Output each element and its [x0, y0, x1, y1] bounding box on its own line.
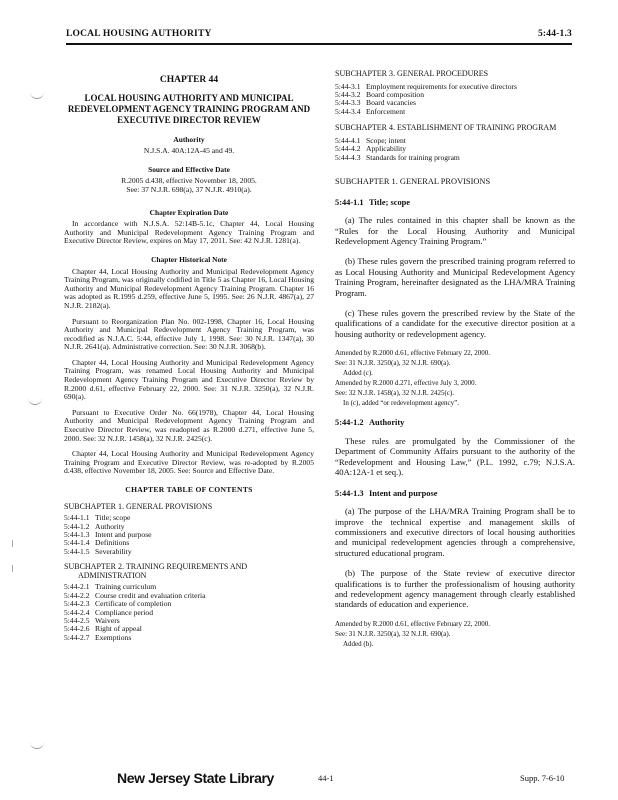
toc-item: 5:44-2.4 Compliance period [64, 607, 153, 617]
left-column [64, 70, 314, 642]
toc-item: 5:44-1.3 Intent and purpose [64, 530, 152, 539]
authority-heading: Authority [173, 134, 205, 144]
chapter-number: CHAPTER 44 [159, 75, 219, 85]
expiration-heading: Chapter Expiration Date [149, 207, 229, 217]
expiration-text: In accordance with N.J.S.A. 52:14B-5.1c, Chapter 44, Local Housing Authority and Municipal Redevelopment Agency Training Program and Executive Director Review, expires on May 17, 2011. See: 42 N.J.R. 1281(a). [64, 219, 314, 246]
toc-item: 5:44-2.5 Waivers [64, 616, 120, 626]
toc-item: 5:44-1.1 Title; scope [64, 513, 131, 523]
toc-item: 5:44-2.6 Right of appeal [64, 624, 142, 634]
toc-item: 5:44-2.1 Training curriculum [64, 582, 157, 592]
subchapter-1-heading: SUBCHAPTER 1. GENERAL PROVISIONS [335, 177, 491, 187]
margin-tick [12, 540, 13, 547]
toc-item: 5:44-3.3 Board vacancies [335, 98, 416, 108]
historical-note-paragraph: Chapter 44, Local Housing Authority and Municipal Redevelopment Agency Training Program, was originally codified in Title 5 as Chapter 16, Local Housing Authority and Municipal Redevelopment Agency Training Program. Chapter 16 was adopted as R.1995 d.259, effective June 5, 1995. See: 26 N.J.R. 4867(a), 27 N.J.R. 2182(a). [64, 266, 314, 310]
section-heading-1-3: 5:44-1.3 Intent and purpose [335, 488, 438, 498]
source-heading: Source and Effective Date [148, 164, 230, 174]
toc-item: 5:44-2.2 Course credit and evaluation criteria [64, 590, 206, 600]
margin-mark [28, 394, 42, 405]
toc-item: 5:44-2.3 Certificate of completion [64, 599, 172, 609]
authority-text: N.J.S.A. 40A:12A-45 and 49. [143, 146, 235, 156]
header-section-number: 5:44-1.3 [537, 29, 572, 39]
toc-subchapter-4: SUBCHAPTER 4. ESTABLISHMENT OF TRAINING PROGRAM [335, 123, 557, 133]
toc-item: 5:44-1.5 Severability [64, 546, 132, 556]
chapter-title: LOCAL HOUSING AUTHORITY AND MUNICIPAL REDEVELOPMENT AGENCY TRAINING PROGRAM AND EXECUTIVE DIRECTOR REVIEW [67, 92, 311, 125]
toc-subchapter-1: SUBCHAPTER 1. GENERAL PROVISIONS [64, 501, 213, 511]
toc-item: 5:44-3.2 Board composition [335, 90, 425, 99]
toc-item: 5:44-4.1 Scope; intent [335, 135, 406, 145]
section-paragraph: (a) The purpose of the LHA/MRA Training Program shall be to improve the technical expertise and management skills of commissioners and executive directors of local housing authorities and municipal redevelopment agencies through a comprehensive, structured educational program. [335, 506, 575, 558]
historical-note-paragraph: Pursuant to Executive Order No. 66(1978), Chapter 44, Local Housing Authority and Municipal Redevelopment Agency Training Program and Executive Director Review, was readopted as R.2000 d.271, effective June 5, 2000. See: 32 N.J.R. 1458(a), 32 N.J.R. 2425(c). [64, 407, 314, 443]
toc-list-sc3 [335, 83, 575, 117]
toc-list-sc2 [64, 583, 314, 642]
toc-item: 5:44-4.3 Standards for training program [335, 152, 460, 162]
section-heading-1-1: 5:44-1.1 Title; scope [335, 197, 411, 207]
historical-note-paragraph: Chapter 44, Local Housing Authority and Municipal Redevelopment Agency Training Program, was renamed Local Housing Authority and Municipal Redevelopment Agency Training Program and Executive Director Review by R.2000 d.61, effective February 22, 2000. See: 31 N.J.R. 3250(a), 32 N.J.R. 690(a). [64, 357, 314, 402]
historical-note-heading: Chapter Historical Note [151, 254, 227, 264]
source-text-1: R.2005 d.438, effective November 18, 2005. [121, 176, 257, 186]
amendment-note: Amended by R.2000 d.61, effective February 22, 2000. See: 31 N.J.R. 3250(a), 32 N.J.R. 690(a). Added (c). Amended by R.2000 d.271, effective July 3, 2000. See: 32 N.J.R. 1458(a), 32 N.J.R. 2425(c). In (c), added “or redevelopment agency”. [335, 349, 491, 408]
section-paragraph: (c) These rules govern the prescribed review by the State of the qualifications of a candidate for the executive director position at a housing authority or redevelopment agency. [335, 308, 575, 339]
margin-mark [30, 738, 44, 749]
toc-heading: CHAPTER TABLE OF CONTENTS [125, 485, 253, 494]
section-heading-1-2: 5:44-1.2 Authority [335, 418, 405, 428]
toc-item: 5:44-1.4 Definitions [64, 538, 130, 548]
toc-item: 5:44-2.7 Exemptions [64, 632, 132, 642]
source-text-2: See: 37 N.J.R. 698(a), 37 N.J.R. 4910(a). [126, 184, 252, 194]
page-number: 44-1 [318, 773, 334, 783]
toc-item: 5:44-3.4 Enforcement [335, 106, 406, 116]
running-header [66, 27, 572, 45]
header-title: LOCAL HOUSING AUTHORITY [66, 29, 212, 39]
toc-list-sc1 [64, 514, 314, 556]
margin-mark [30, 88, 44, 99]
section-paragraph: (a) The rules contained in this chapter shall be known as the “Rules for the Local Housing Authority and Municipal Redevelopment Agency Training Program.” [335, 215, 575, 247]
library-stamp: New Jersey State Library [117, 770, 274, 786]
toc-item: 5:44-4.2 Applicability [335, 144, 407, 154]
toc-item: 5:44-3.1 Employment requirements for executive directors [335, 81, 517, 91]
historical-note-paragraph: Pursuant to Reorganization Plan No. 002-1998, Chapter 16, Local Housing Authority and Municipal Redevelopment Agency Training Program, was recodified as N.J.A.C. 5:44, effective July 1, 1998. See: 30 N.J.R. 1347(a), 30 N.J.R. 2641(a). Administrative correction. See: 30 N.J.R. 3068(b). [64, 316, 314, 352]
supplement-date: Supp. 7-6-10 [520, 773, 565, 783]
right-column [335, 70, 575, 650]
amendment-note: Amended by R.2000 d.61, effective February 22, 2000. See: 31 N.J.R. 3250(a), 32 N.J.R. 690(a). Added (b). [335, 619, 491, 648]
toc-subchapter-2: SUBCHAPTER 2. TRAINING REQUIREMENTS AND ADMINISTRATION [64, 562, 248, 580]
margin-tick [12, 565, 13, 572]
toc-subchapter-3: SUBCHAPTER 3. GENERAL PROCEDURES [335, 69, 489, 78]
section-paragraph: (b) The purpose of the State review of executive director qualifications is to further the professionalism of housing authority and redevelopment agency management through clearly established standards of education and experience. [335, 568, 575, 610]
toc-list-sc4 [335, 137, 575, 162]
historical-note-paragraph: Chapter 44, Local Housing Authority and Municipal Redevelopment Agency Training Program and Executive Director Review, was re-adopted by R.2005 d.438, effective November 18, 2005. See: Source and Effective Date. [64, 449, 314, 476]
section-paragraph: These rules are promulgated by the Commissioner of the Department of Community Affairs pursuant to the authority of the “Redevelopment and Housing Law,” (P.L. 1992, c.79; N.J.S.A. 40A:12A-1 et seq.). [335, 435, 575, 478]
toc-item: 5:44-1.2 Authority [64, 521, 125, 531]
section-paragraph: (b) These rules govern the prescribed training program referred to as Local Housing Authority and Municipal Redevelopment Agency Training Program, hereinafter designated as the LHA/MRA Training Program. [335, 256, 575, 298]
